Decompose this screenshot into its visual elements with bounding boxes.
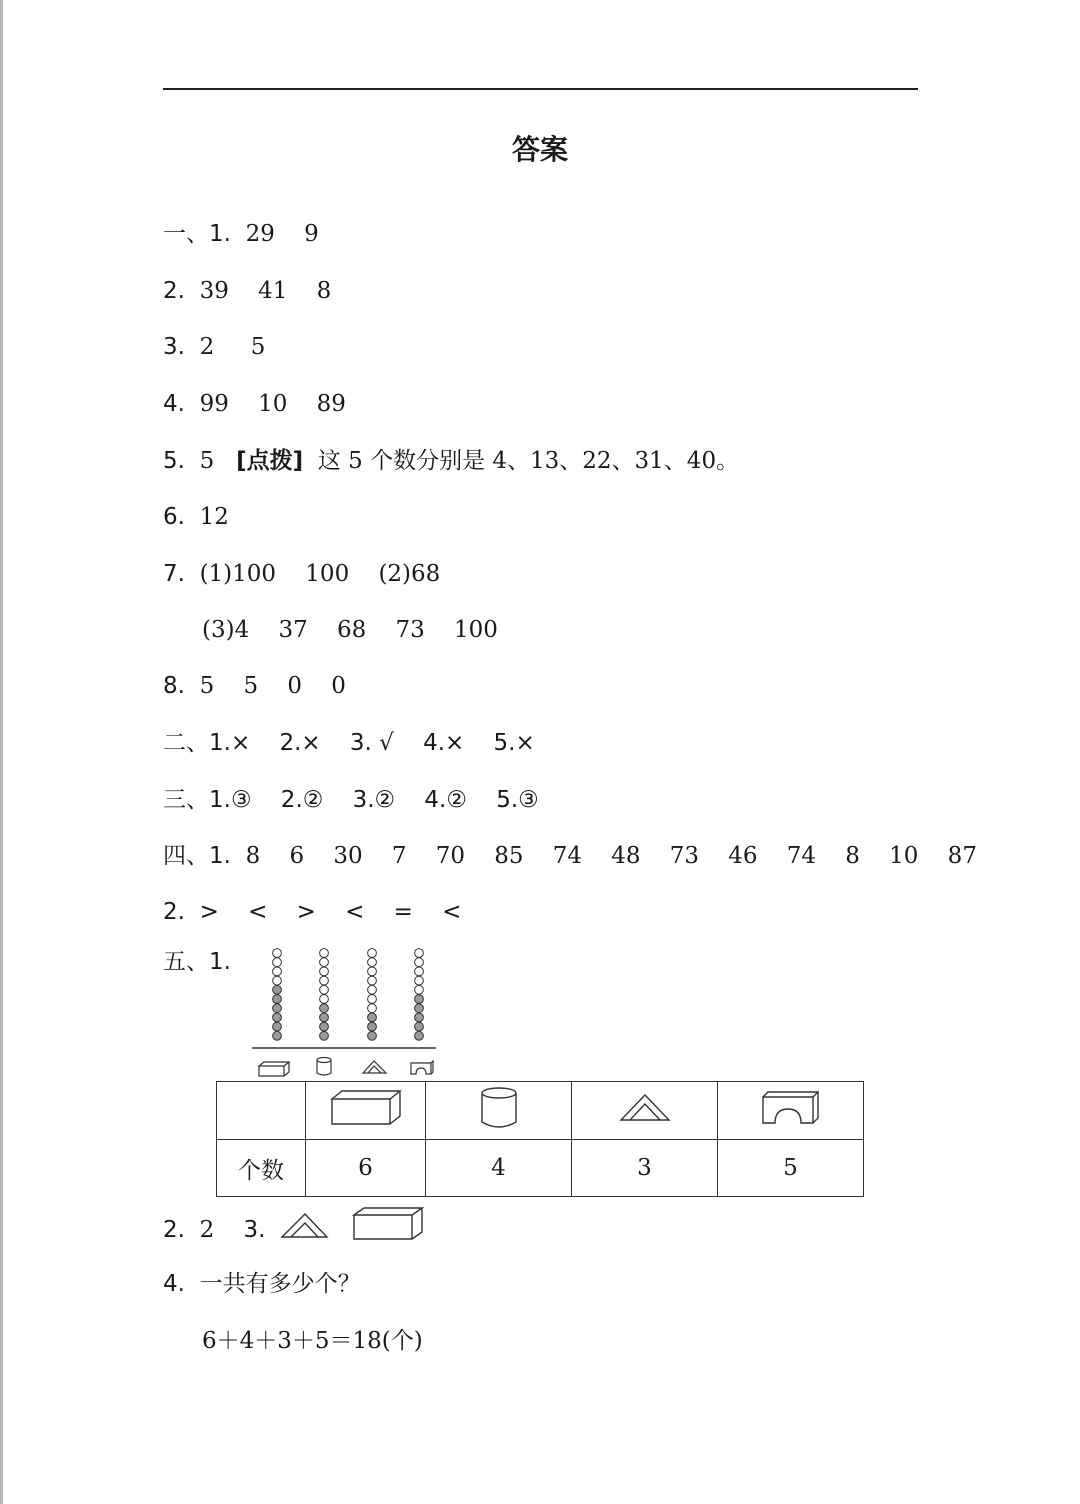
answer-label: 4. [163, 1271, 185, 1297]
bead-empty [273, 949, 282, 958]
answer-values: 8 6 30 7 70 85 74 48 73 46 74 8 10 87 [230, 843, 977, 869]
bead-empty [320, 985, 329, 994]
bead-filled [273, 1031, 282, 1040]
answer-line-6 [163, 502, 229, 532]
row-header-cell: 个数 [217, 1140, 306, 1197]
equation: 6＋4＋3＋5＝18(个) [202, 1328, 423, 1354]
section-label: 二、 [163, 730, 209, 756]
answer-values: 1.× 2.× 3. √ 4.× 5.× [209, 730, 535, 756]
answer-line-8 [163, 671, 346, 701]
cylinder-icon [317, 1058, 331, 1076]
answer-label: 一、1. [163, 221, 231, 247]
arch-icon [718, 1082, 864, 1140]
answer-label: 6. [163, 504, 185, 530]
answer-line-1 [163, 219, 319, 249]
bead-empty [368, 1004, 377, 1013]
bead-empty [415, 967, 424, 976]
page-title: 答案 [511, 133, 568, 166]
bead-filled [368, 1013, 377, 1022]
bead-empty [320, 976, 329, 985]
section-5-line-2 [163, 1215, 265, 1245]
answer-values: 12 [184, 504, 229, 530]
bead-empty [320, 967, 329, 976]
bead-abacus-figure [250, 944, 450, 1080]
cuboid-icon [306, 1082, 426, 1140]
bead-filled [320, 1013, 329, 1022]
triangle-prism-icon [572, 1082, 718, 1140]
section-5-line-4 [163, 1269, 361, 1299]
count-cell: 5 [718, 1140, 864, 1197]
abacus-rods [273, 949, 424, 1041]
answer-values: > < > < = < [184, 899, 462, 925]
triangle-prism-icon [363, 1061, 386, 1073]
triangle-prism-icon [280, 1212, 330, 1240]
answer-line-3 [163, 332, 265, 362]
answer-label: 8. [163, 673, 185, 699]
bead-filled [320, 1031, 329, 1040]
abacus-rod [320, 949, 329, 1041]
section-2-line [163, 728, 535, 758]
table-header-row [217, 1082, 864, 1140]
answer-label: 3. [163, 334, 185, 360]
bead-empty [273, 958, 282, 967]
answer-values: (3)4 37 68 73 100 [202, 617, 498, 643]
cuboid-icon [352, 1206, 424, 1242]
bead-empty [320, 949, 329, 958]
page-edge [0, 0, 3, 1504]
arch-icon [411, 1061, 433, 1074]
bead-filled [273, 1004, 282, 1013]
bead-empty [368, 958, 377, 967]
answer-line-5 [163, 446, 739, 476]
bead-filled [320, 1022, 329, 1031]
answer-values: 2 [184, 1217, 215, 1243]
question-text: 一共有多少个？ [184, 1271, 361, 1297]
section-label: 四、1. [163, 843, 231, 869]
cylinder-icon [426, 1082, 572, 1140]
bead-empty [320, 995, 329, 1004]
bead-empty [415, 985, 424, 994]
bead-filled [368, 1031, 377, 1040]
hint-text: 这 5 个数分别是 4、13、22、31、40。 [303, 448, 740, 474]
answer-label: 4. [163, 391, 185, 417]
bead-empty [368, 985, 377, 994]
bead-empty [415, 949, 424, 958]
answer-values: 1.③ 2.② 3.② 4.② 5.③ [209, 787, 539, 813]
bead-filled [320, 1004, 329, 1013]
shape-count-table [216, 1081, 864, 1197]
section-label: 五、1. [163, 949, 231, 975]
answer-line-7-cont [202, 615, 498, 645]
section-5-line-1 [163, 947, 231, 977]
answer-values: 29 9 [230, 221, 319, 247]
section-4-line-2 [163, 897, 461, 927]
bead-empty [368, 949, 377, 958]
answer-values: 5 [184, 448, 237, 474]
section-label: 三、 [163, 787, 209, 813]
bead-filled [415, 1004, 424, 1013]
bead-filled [415, 1013, 424, 1022]
bead-empty [273, 976, 282, 985]
bead-filled [273, 995, 282, 1004]
abacus-rod [273, 949, 282, 1041]
answer-line-7 [163, 559, 440, 589]
answer-label: 2. [163, 1217, 185, 1243]
answer-label: 7. [163, 561, 185, 587]
count-cell: 6 [306, 1140, 426, 1197]
table-count-row [217, 1140, 864, 1197]
answer-values: 39 41 8 [184, 278, 332, 304]
answer-line-4 [163, 389, 346, 419]
bead-empty [273, 967, 282, 976]
bead-filled [273, 1013, 282, 1022]
bead-filled [415, 995, 424, 1004]
answer-line-2 [163, 276, 331, 306]
answer-label: 2. [163, 899, 185, 925]
bead-filled [415, 1022, 424, 1031]
bead-empty [415, 958, 424, 967]
bead-empty [320, 958, 329, 967]
section-4-line-1 [163, 841, 977, 871]
answer-values: (1)100 100 (2)68 [184, 561, 441, 587]
section-3-line [163, 785, 539, 815]
bead-empty [368, 995, 377, 1004]
equation-line [202, 1326, 423, 1356]
bead-empty [368, 967, 377, 976]
bead-filled [368, 1022, 377, 1031]
cuboid-icon [259, 1062, 289, 1076]
bead-filled [415, 1031, 424, 1040]
hint-tag: [点拨] [236, 448, 304, 474]
bead-filled [273, 985, 282, 994]
bead-filled [273, 1022, 282, 1031]
count-cell: 3 [572, 1140, 718, 1197]
abacus-rod [368, 949, 377, 1041]
bead-empty [415, 976, 424, 985]
answer-values: 2 5 [184, 334, 266, 360]
top-rule [163, 88, 918, 90]
answer-values: 99 10 89 [184, 391, 346, 417]
answer-values: 5 5 0 0 [184, 673, 346, 699]
count-cell: 4 [426, 1140, 572, 1197]
answer-label: 2. [163, 278, 185, 304]
table-corner-cell [217, 1082, 306, 1140]
answer-label: 5. [163, 448, 185, 474]
abacus-rod [415, 949, 424, 1041]
answer-label: 3. [243, 1217, 266, 1243]
bead-empty [368, 976, 377, 985]
